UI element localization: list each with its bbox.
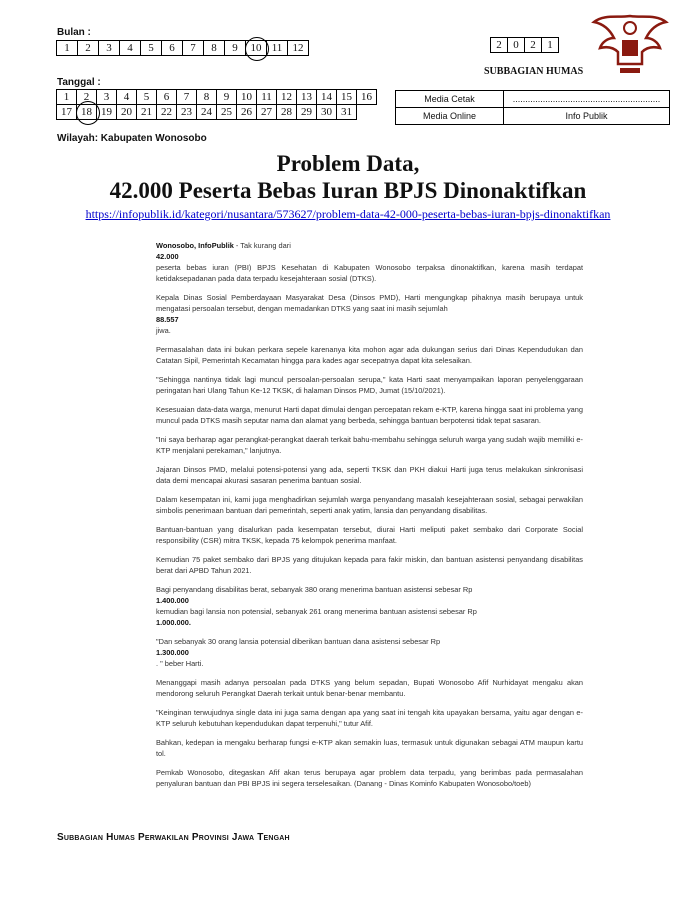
paragraph-text: - Tak kurang dari <box>233 241 291 250</box>
year-box <box>490 37 559 53</box>
day-cell-19: 19 <box>97 105 117 120</box>
media-table <box>395 90 670 125</box>
garuda-emblem-icon <box>590 8 670 78</box>
day-cell-24: 24 <box>197 105 217 120</box>
day-cell-9: 9 <box>217 90 237 105</box>
month-cell-9: 9 <box>225 41 246 56</box>
day-cell-23: 23 <box>177 105 197 120</box>
day-cell-22: 22 <box>157 105 177 120</box>
day-cell-5: 5 <box>137 90 157 105</box>
day-cell-1: 1 <box>57 90 77 105</box>
title-line-2: 42.000 Peserta Bebas Iuran BPJS Dinonaktifkan <box>109 178 587 203</box>
day-cell-10: 10 <box>237 90 257 105</box>
day-cell-2: 2 <box>77 90 97 105</box>
article-paragraph: Pemkab Wonosobo, ditegaskan Afif akan terus berupaya agar problem data terpadu, yang berimbas pada permasalahan penyaluran bantuan dan PBI BPJS ini segera terselesaikan. (Danang - Dinas Kominfo Kabupaten Wonosobo/toeb) <box>156 768 583 788</box>
day-cell-7: 7 <box>177 90 197 105</box>
month-cell-3: 3 <box>99 41 120 56</box>
month-cell-6: 6 <box>162 41 183 56</box>
bulan-label: Bulan : <box>57 27 91 38</box>
day-cell-29: 29 <box>297 105 317 120</box>
day-cell-11: 11 <box>257 90 277 105</box>
day-cell-3: 3 <box>97 90 117 105</box>
article-paragraph: "Keinginan terwujudnya single data ini juga sama dengan apa yang saat ini tengah kita upayakan bersama, yaitu agar dengan e-KTP seluruh kebutuhan kependudukan dapat terpenuhi," tutur Afif. <box>156 708 583 728</box>
day-cell-14: 14 <box>317 90 337 105</box>
figure-42000: 42.000 <box>156 252 179 261</box>
month-grid <box>56 40 309 56</box>
day-cell-30: 30 <box>317 105 337 120</box>
month-cell-4: 4 <box>120 41 141 56</box>
month-cell-5: 5 <box>141 41 162 56</box>
article-paragraph: Kesesuaian data-data warga, menurut Harti dapat dimulai dengan percepatan rekam e-KTP, karena hingga saat ini problema yang muncul pada DTKS masih seputar nama dan alamat yang berbeda, sehingga bantuan berpotensi tidak tepat sasaran. <box>156 405 583 425</box>
day-cell-16: 16 <box>357 90 377 105</box>
article-paragraph: Permasalahan data ini bukan perkara sepele karenanya kita mohon agar ada dukungan serius dari Dinas Kependudukan dan Catatan Sipil, Pemerintah Kecamatan hingga para kades agar secepatnya dapat kita selesaikan. <box>156 345 583 365</box>
article-paragraph <box>156 292 583 336</box>
article-paragraph <box>156 584 583 628</box>
month-cell-11: 11 <box>267 41 288 56</box>
year-digit-2: 2 <box>491 38 508 53</box>
dateline: Wonosobo, InfoPublik <box>156 241 234 250</box>
title-line-1: Problem Data, <box>276 151 420 176</box>
article-paragraph: Bantuan-bantuan yang disalurkan pada kesempatan tersebut, diurai Harti meliputi paket sembako dari Corporate Social responsibility (CSR) mitra TKSK, kepada 75 kelompok penerima manfaat. <box>156 525 583 545</box>
footer-office: Subbagian Humas Perwakilan Provinsi Jawa Tengah <box>57 832 290 843</box>
article-paragraph: Dalam kesempatan ini, kami juga menghadirkan sejumlah warga penyandang masalah kesejahteraan sosial, sebagai perwakilan simbolis penerimaan bantuan dari pemerintah, seperti anak yatim, lansia dan penyandang disabilitas. <box>156 495 583 515</box>
month-cell-12: 12 <box>288 41 309 56</box>
day-cell-13: 13 <box>297 90 317 105</box>
media-cetak-label: Media Cetak <box>396 91 504 108</box>
day-cell-18: 18 <box>77 105 97 120</box>
article-paragraph <box>156 636 583 669</box>
day-grid <box>56 89 377 120</box>
year-digit-1: 1 <box>542 38 559 53</box>
month-cell-7: 7 <box>183 41 204 56</box>
month-cell-2: 2 <box>78 41 99 56</box>
year-digit-0: 0 <box>508 38 525 53</box>
article-paragraph: Kemudian 75 paket sembako dari BPJS yang ditujukan kepada para fakir miskin, dan bantuan asistensi penyandang disabilitas berat dari APBD Tahun 2021. <box>156 555 583 575</box>
wilayah-label: Wilayah: Kabupaten Wonosobo <box>57 133 207 144</box>
figure-1400000: 1.400.000 <box>156 596 189 605</box>
day-cell-17: 17 <box>57 105 77 120</box>
day-cell-28: 28 <box>277 105 297 120</box>
article-paragraph: "Ini saya berharap agar perangkat-perangkat daerah terkait bahu-membahu sehingga seluruh warga yang sudah wajib memiliki e-KTP menjalani perekaman," lanjutnya. <box>156 435 583 455</box>
media-online-value: Info Publik <box>504 108 670 125</box>
paragraph-text: Kepala Dinas Sosial Pemberdayaan Masyarakat Desa (Dinsos PMD), Harti mengungkap pihaknya masih berupaya untuk mengatasi persoalan tersebut, dengan memadankan DTKS yang saat ini masih sejumlah <box>156 293 583 313</box>
paragraph-text: kemudian bagi lansia non potensial, sebanyak 261 orang menerima bantuan asistensi sebesar Rp <box>156 607 477 616</box>
day-cell-21: 21 <box>137 105 157 120</box>
media-online-label: Media Online <box>396 108 504 125</box>
paragraph-text: peserta bebas iuran (PBI) BPJS Kesehatan di Kabupaten Wonosobo terpaksa dinonaktifkan, karena masih terdapat ketidaksepadanan pada data terpadu kesejahteraan sosial (DTKS). <box>156 263 583 283</box>
article-paragraph: Jajaran Dinsos PMD, melalui potensi-potensi yang ada, seperti TKSK dan PKH diakui Harti juga terus melakukan sinkronisasi data demi mencapai akurasi sasaran penerima bantuan sosial. <box>156 465 583 485</box>
article-paragraph: "Sehingga nantinya tidak lagi muncul persoalan-persoalan serupa," kata Harti saat menyampaikan laporan penyelenggaraan peringatan hari Ulang Tahun Ke-12 TKSK, di halaman Dinsos PMD, Jumat (15/10/2021). <box>156 375 583 395</box>
paragraph-text: . " beber Harti. <box>156 659 204 668</box>
figure-1300000: 1.300.000 <box>156 648 189 657</box>
year-digit-2: 2 <box>525 38 542 53</box>
article-body <box>156 240 583 797</box>
article-paragraph <box>156 240 583 284</box>
paragraph-text: Bagi penyandang disabilitas berat, sebanyak 380 orang menerima bantuan asistensi sebesar Rp <box>156 585 473 594</box>
paragraph-text: "Dan sebanyak 30 orang lansia potensial diberikan bantuan dana asistensi sebesar Rp <box>156 637 441 646</box>
day-cell-20: 20 <box>117 105 137 120</box>
month-cell-8: 8 <box>204 41 225 56</box>
figure-1000000: 1.000.000. <box>156 618 191 627</box>
month-cell-1: 1 <box>57 41 78 56</box>
figure-88557: 88.557 <box>156 315 179 324</box>
tanggal-label: Tanggal : <box>57 77 101 88</box>
day-cell-6: 6 <box>157 90 177 105</box>
day-cell-4: 4 <box>117 90 137 105</box>
day-cell-12: 12 <box>277 90 297 105</box>
day-cell-31: 31 <box>337 105 357 120</box>
day-cell-8: 8 <box>197 90 217 105</box>
day-cell-26: 26 <box>237 105 257 120</box>
media-cetak-value: ........................................................... <box>504 91 670 108</box>
unit-label: SUBBAGIAN HUMAS <box>484 66 584 77</box>
source-url-link[interactable]: https://infopublik.id/kategori/nusantara/573627/problem-data-42-000-peserta-bebas-iuran-bpjs-dinonaktifkan <box>85 207 611 221</box>
article-paragraph: Menanggapi masih adanya persoalan pada DTKS yang belum sepadan, Bupati Wonosobo Afif Nurhidayat mengaku akan mendorong seluruh Perangkat Daerah terkait untuk benar-benar membantu. <box>156 678 583 698</box>
day-cell-27: 27 <box>257 105 277 120</box>
month-cell-10: 10 <box>246 41 267 56</box>
day-cell-15: 15 <box>337 90 357 105</box>
paragraph-text: jiwa. <box>156 326 171 335</box>
article-paragraph: Bahkan, kedepan ia mengaku berharap fungsi e-KTP akan semakin luas, termasuk untuk digunakan sebagai ATM maupun kartu tol. <box>156 738 583 758</box>
day-cell-25: 25 <box>217 105 237 120</box>
